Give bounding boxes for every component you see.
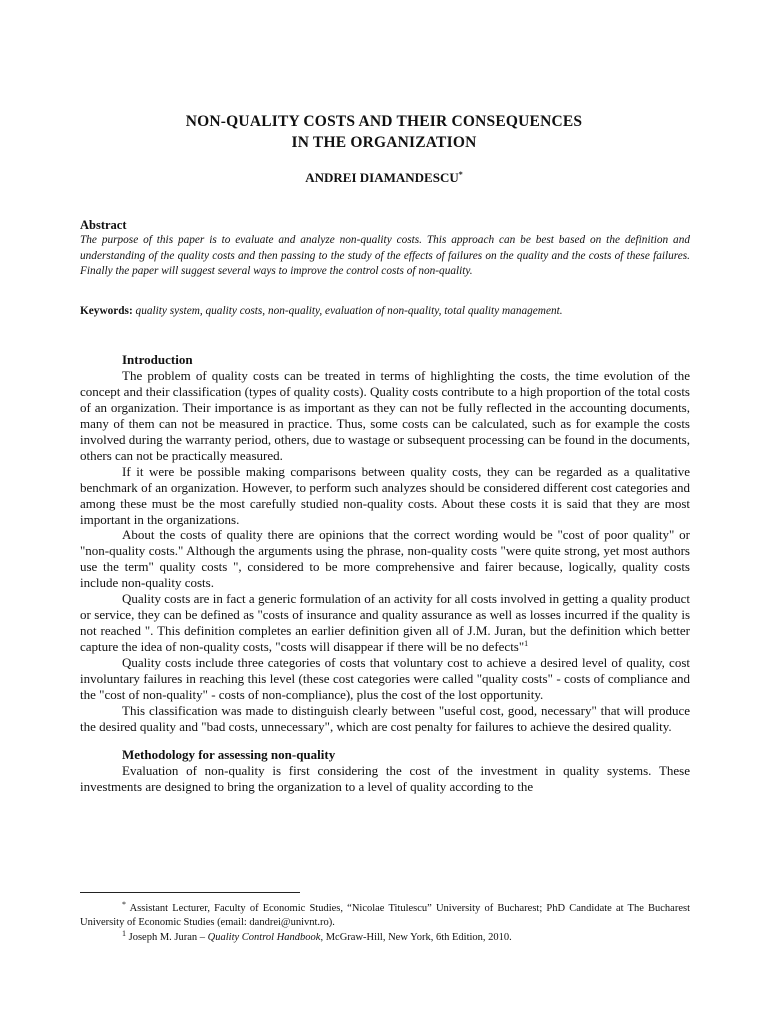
keywords-text: quality system, quality costs, non-quality, evaluation of non-quality, total quality management. [132,305,563,317]
methodology-heading: Methodology for assessing non-quality [122,746,336,762]
footnote-2-after: , McGraw-Hill, New York, 6th Edition, 2010. [320,932,512,943]
author-footnote-mark: * [458,170,463,179]
footnote-2-book-title: Quality Control Handbook [207,932,321,943]
footnote-divider [80,892,300,893]
keywords-line [80,304,690,319]
introduction-heading: Introduction [122,352,193,367]
keywords-label: Keywords: [80,305,133,317]
abstract-heading: Abstract [80,218,127,232]
footnote-1-mark: * [122,900,126,909]
intro-paragraph-4-text: Quality costs are in fact a generic formulation of an activity for all costs involved in getting a quality product or service, they can be defined as "costs of insurance and quality assurance as well as losses incurred if the quality is not reached ". This definition completes an earlier definition given all of J.M. Juran, but the definition which better capture the idea of non-quality costs, "costs will disappear if there will be no defects" [80,591,690,655]
main-body [80,352,690,795]
intro-paragraph-6: This classification was made to distinguish clearly between "useful cost, good, necessary" that will produce the desired quality and "bad costs, unnecessary", which are cost penalty for failures to achieve the desired quality. [80,702,690,734]
paper-title-line-1: NON-QUALITY COSTS AND THEIR CONSEQUENCES [185,113,583,130]
abstract-text: The purpose of this paper is to evaluate and analyze non-quality costs. This approach can be best based on the definition and understanding of the quality costs and then passing to the study of the effects of failures on the quality and the costs of these failures. Finally the paper will suggest several ways to improve the control costs of non-quality. [80,234,690,277]
footnotes [80,902,690,945]
footnote-1-text: Assistant Lecturer, Faculty of Economic Studies, “Nicolae Titulescu” University of Bucharest; PhD Candidate at The Bucharest University of Economic Studies (email: dandrei@univnt.ro). [80,903,690,928]
methodology-paragraph-1: Evaluation of non-quality is first considering the cost of the investment in quality systems. These investments are designed to bring the organization to a level of quality according to the [80,762,690,794]
footnote-2 [80,931,690,945]
intro-paragraph-1: The problem of quality costs can be treated in terms of highlighting the costs, the time evolution of the concept and their classification (types of quality costs). Quality costs contribute to a high proportion of the total costs of an organization. Their importance is as important as they can not be fully reflected in the accounting documents, many of them can not be measured in practice. Thus, some costs can be calculated, such as for example the costs involved during the warranty period, others, due to wastage or subsequent processing can be found in the documents, others can not be practically measured. [80,367,690,463]
footnote-2-before: Joseph M. Juran – [126,932,208,943]
author-name-text: ANDREI DIAMANDESCU [305,170,459,185]
footnote-1 [80,902,690,929]
author-name [78,170,690,186]
paper-title-line-2: IN THE ORGANIZATION [291,134,477,151]
intro-paragraph-2: If it were be possible making comparisons between quality costs, they can be regarded as a qualitative benchmark of an organization. However, to perform such analyzes should be considered different cost categories and among these must be the most carefully studied non-quality costs. About these costs it is said that they are most important in the organizations. [80,463,690,527]
intro-paragraph-5: Quality costs include three categories of costs that voluntary cost to achieve a desired level of quality, cost involuntary failures in reaching this level (these cost categories were called "quality costs" - costs of compliance and the "cost of non-quality" - costs of non-compliance), plus the cost of the lost opportunity. [80,655,690,703]
intro-paragraph-4 [80,591,690,655]
footnote-ref-1: 1 [524,639,529,649]
intro-paragraph-3: About the costs of quality there are opinions that the correct wording would be "cost of poor quality" or "non-quality costs." Although the arguments using the phrase, non-quality costs "were quite strong, yet most authors use the term" quality costs ", considered to be more comprehensive and fairer because, logically, quality costs include non-quality costs. [80,527,690,591]
footnote-2-mark: 1 [122,929,126,938]
